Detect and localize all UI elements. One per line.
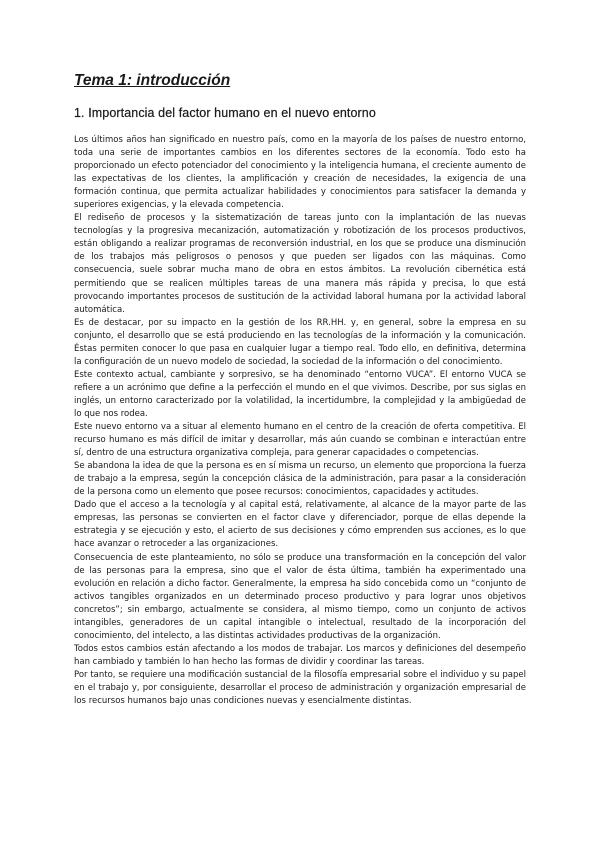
paragraph-10: Por tanto, se requiere una modificación sustancial de la filosofía empresarial sobre el individuo y su papel en el trabajo y, por consiguiente, desarrollar el proceso de administración y organización empresarial de los recursos humanos bajo unas condiciones nuevas y esencialmente distintas. [74,669,526,707]
paragraph-4: Este contexto actual, cambiante y sorpresivo, se ha denominado “entorno VUCA”. El entorno VUCA se refiere a un acrónimo que define a la perfección el mundo en el que vivimos. Describe, por sus siglas en inglés, un entorno caracterizado por la volatilidad, la incertidumbre, la complejidad y la ambigüedad de lo que nos rodea. [74,369,526,419]
paragraph-9: Todos estos cambios están afectando a los modos de trabajar. Los marcos y definiciones del desempeño han cambiado y también lo han hecho las formas de dividir y coordinar las tareas. [74,643,526,667]
paragraph-8: Consecuencia de este planteamiento, no sólo se produce una transformación en la concepción del valor de las personas para la empresa, sino que el valor de ésta última, también ha experimentado una evolución en relación a dicho factor. Generalmente, la empresa ha sido concebida como un “conjunto de activos tangibles organizados en un determinado proceso productivo y para lograr unos objetivos concretos”; sin embargo, actualmente se considera, al mismo tiempo, como un conjunto de activos intangibles, generadores de un capital intangible o intelectual, resultado de la incorporación del conocimiento, del intelecto, a las distintas actividades productivas de la organización. [74,552,526,641]
section-heading: 1. Importancia del factor humano en el nuevo entorno [74,106,376,120]
document-page [74,72,526,708]
document-title: Tema 1: introducción [74,72,231,89]
paragraph-5: Este nuevo entorno va a situar al elemento humano en el centro de la creación de oferta competitiva. El recurso humano es más difícil de imitar y desarrollar, más aún cuando se combinan e interactúan entre sí, dentro de una estructura organizativa compleja, para generar capacidades o competencias. [74,422,526,459]
paragraph-1: Los últimos años han significado en nuestro país, como en la mayoría de los países de nuestro entorno, toda una serie de importantes cambios en los diferentes sectores de la economía. Todo esto ha proporcionado un efecto potenciador del conocimiento y la inteligencia humana, el creciente aumento de las expectativas de los clientes, la amplificación y creación de necesidades, la exigencia de una formación continua, que permita actualizar habilidades y conocimientos para satisfacer la demanda y superiores exigencias, y la elevada competencia. [74,135,526,211]
paragraph-7: Dado que el acceso a la tecnología y al capital está, relativamente, al alcance de la mayor parte de las empresas, las personas se convierten en el factor clave y diferenciador, porque de ellas depende la estrategia y se ejecución y esto, el acierto de sus decisiones y cómo emprenden sus acciones, es lo que hace avanzar o retroceder a las organizaciones. [74,500,526,550]
paragraph-3: Es de destacar, por su impacto en la gestión de los RR.HH. y, en general, sobre la empresa en su conjunto, el desarrollo que se está produciendo en las tecnologías de la información y la comunicación. Éstas permiten conocer lo que pasa en cualquier lugar a tiempo real. Todo ello, en definitiva, determina la configuración de un nuevo modelo de sociedad, la sociedad de la información o del conocimiento. [74,317,526,367]
paragraph-2: El rediseño de procesos y la sistematización de tareas junto con la implantación de las nuevas tecnologías y la progresiva mecanización, automatización y robotización de los procesos productivos, están obligando a realizar programas de reconversión industrial, en los que se produce una disminución de los trabajos más peligrosos o penosos y que pueden ser ligados con las máquinas. Como consecuencia, suele sobrar mucha mano de obra en estos ámbitos. La revolución cibernética está permitiendo que se realicen múltiples tareas de una manera más rápida y precisa, lo que está provocando importantes procesos de sustitución de la actividad laboral humana por la actividad laboral automática. [74,213,526,315]
paragraph-6: Se abandona la idea de que la persona es en sí misma un recurso, un elemento que proporciona la fuerza de trabajo a la empresa, según la concepción clásica de la administración, para pasar a la consideración de la persona como un elemento que posee recursos: conocimientos, capacidades y actitudes. [74,461,526,498]
document-body [74,134,526,708]
